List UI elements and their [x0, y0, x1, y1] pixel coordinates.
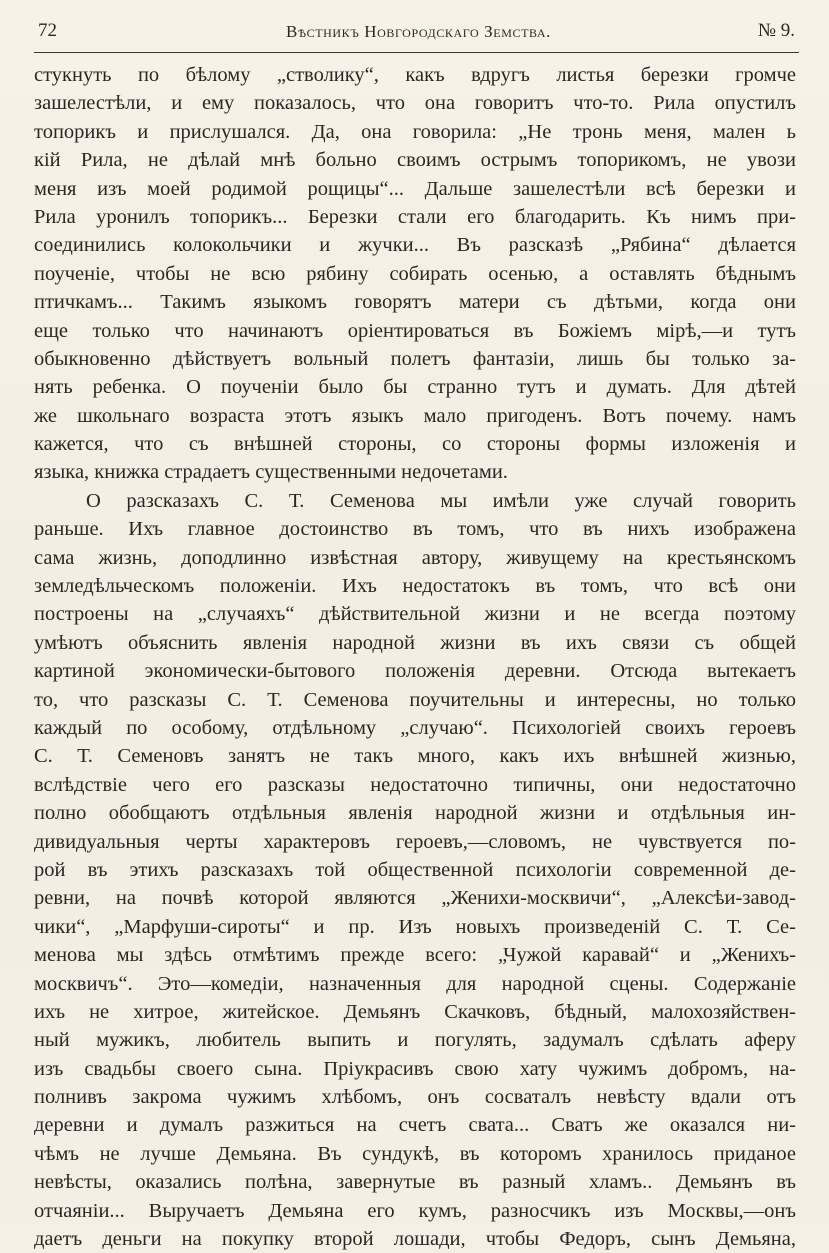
paragraph: [34, 487, 796, 1253]
text-line: ихъ не хитрое, житейское. Демьянъ Скачковъ, бѣдный, малохозяйствен-: [34, 1000, 796, 1023]
text-line: отчаяніи... Выручаетъ Демьяна его кумъ, разносчикъ изъ Москвы,—онъ: [34, 1199, 796, 1222]
text-line: невѣсты, оказались полѣна, завернутые въ разный хламъ.. Демьянъ въ: [34, 1171, 796, 1194]
page-number: 72: [38, 20, 57, 41]
text-line: чики“, „Марфуши-сироты“ и пр. Изъ новыхъ произведеній С. Т. Се-: [34, 915, 796, 938]
text-line: еще только что начинаютъ оріентироваться въ Божіемъ мірѣ,—и тутъ: [34, 319, 796, 342]
text-line: раньше. Ихъ главное достоинство въ томъ, что въ нихъ изображена: [34, 518, 796, 541]
text-line: изъ свадьбы своего сына. Пріукрасивъ свою хату чужимъ добромъ, на-: [34, 1057, 796, 1080]
text-line: же школьнаго возраста этотъ языкъ мало пригоденъ. Вотъ почему. намъ: [34, 404, 796, 427]
text-line: топорикъ и прислушался. Да, она говорила: „Не тронь меня, мален ь: [34, 120, 796, 143]
text-line: С. Т. Семеновъ занятъ не такъ много, какъ ихъ внѣшней жизнью,: [34, 745, 796, 768]
body-text: [34, 61, 796, 1253]
text-line: нять ребенка. О поученіи было бы странно тутъ и думать. Для дѣтей: [34, 376, 796, 399]
running-header: [38, 18, 799, 48]
issue-number: № 9.: [757, 20, 795, 41]
text-line: Рила уронилъ топорикъ... Березки стали его благодарить. Къ нимъ при-: [34, 205, 796, 228]
text-line: умѣютъ объяснить явленія народной жизни въ ихъ связи съ общей: [34, 631, 796, 654]
text-line: меня изъ моей родимой рощицы“... Дальше зашелестѣли всѣ березки и: [34, 177, 796, 200]
text-line: построены на „случаяхъ“ дѣйствительной жизни и не всегда поэтому: [34, 603, 796, 626]
text-line: рой въ этихъ разсказахъ той общественной психологіи современной де-: [34, 858, 796, 881]
text-line: стукнуть по бѣлому „стволику“, какъ вдругъ листья березки громче: [34, 64, 796, 86]
text-line: поученіе, чтобы не всю рябину собирать осенью, а оставлять бѣднымъ: [34, 262, 796, 285]
text-line: чѣмъ не лучше Демьяна. Въ сундукѣ, въ которомъ хранилось приданое: [34, 1142, 796, 1165]
text-line: ревни, на почвѣ которой являются „Женихи-москвичи“, „Алексѣи-завод-: [34, 887, 796, 910]
journal-title: Вѣстникъ Новгородскаго Земства.: [286, 22, 551, 41]
text-line: обыкновенно дѣйствуетъ вольный полетъ фантазіи, лишь бы только за-: [34, 347, 796, 370]
text-line: вслѣдствіе чего его разсказы недостаточно типичны, они недостаточно: [34, 773, 796, 796]
text-line: сама жизнь, доподлинно извѣстная автору, живущему на крестьянскомъ: [34, 546, 796, 569]
text-line: кажется, что съ внѣшней стороны, со стороны формы изложенія и: [34, 433, 796, 456]
text-line: картиной экономически-бытового положенія деревни. Отсюда вытекаетъ: [34, 660, 796, 683]
text-line: москвичъ“. Это—комедіи, назначенныя для народной сцены. Содержаніе: [34, 972, 796, 995]
text-line: деревни и думалъ разжиться на счетъ свата... Сватъ же оказался ни-: [34, 1114, 796, 1137]
header-rule: [34, 52, 799, 53]
text-line: даетъ деньги на покупку второй лошади, чтобы Федоръ, сынъ Демьяна,: [34, 1228, 796, 1251]
text-line: соединились колокольчики и жучки... Въ разсказѣ „Рябина“ дѣлается: [34, 234, 796, 257]
text-line: то, что разсказы С. Т. Семенова поучительны и интересны, но только: [34, 688, 796, 711]
text-line: менова мы здѣсь отмѣтимъ прежде всего: „Чужой каравай“ и „Женихъ-: [34, 944, 796, 967]
text-line: кій Рила, не дѣлай мнѣ больно своимъ острымъ топорикомъ, не увози: [34, 149, 796, 172]
text-line: зашелестѣли, и ему показалось, что она говоритъ что-то. Рила опустилъ: [34, 92, 796, 115]
text-line: полнивъ закрома чужимъ хлѣбомъ, онъ сосваталъ невѣсту вдали отъ: [34, 1086, 796, 1109]
text-line: каждый по особому, отдѣльному „случаю“. Психологіей своихъ героевъ: [34, 716, 796, 739]
text-line: птичкамъ... Такимъ языкомъ говорятъ матери съ дѣтьми, когда они: [34, 291, 796, 314]
text-line: О разсказахъ С. Т. Семенова мы имѣли уже случай говорить: [86, 489, 796, 512]
text-line: земледѣльческомъ положеніи. Ихъ недостатокъ въ томъ, что всѣ они: [34, 575, 796, 598]
text-line: ный мужикъ, любитель выпить и погулять, задумалъ сдѣлать аферу: [34, 1029, 796, 1052]
text-line: языка, книжка страдаетъ существенными недочетами.: [34, 461, 508, 484]
text-line: дивидуальныя черты характеровъ героевъ,—словомъ, не чувствуется по-: [34, 830, 796, 853]
text-line: полно обобщаютъ отдѣльныя явленія народной жизни и отдѣльныя ин-: [34, 802, 796, 825]
paragraph: [34, 61, 796, 487]
